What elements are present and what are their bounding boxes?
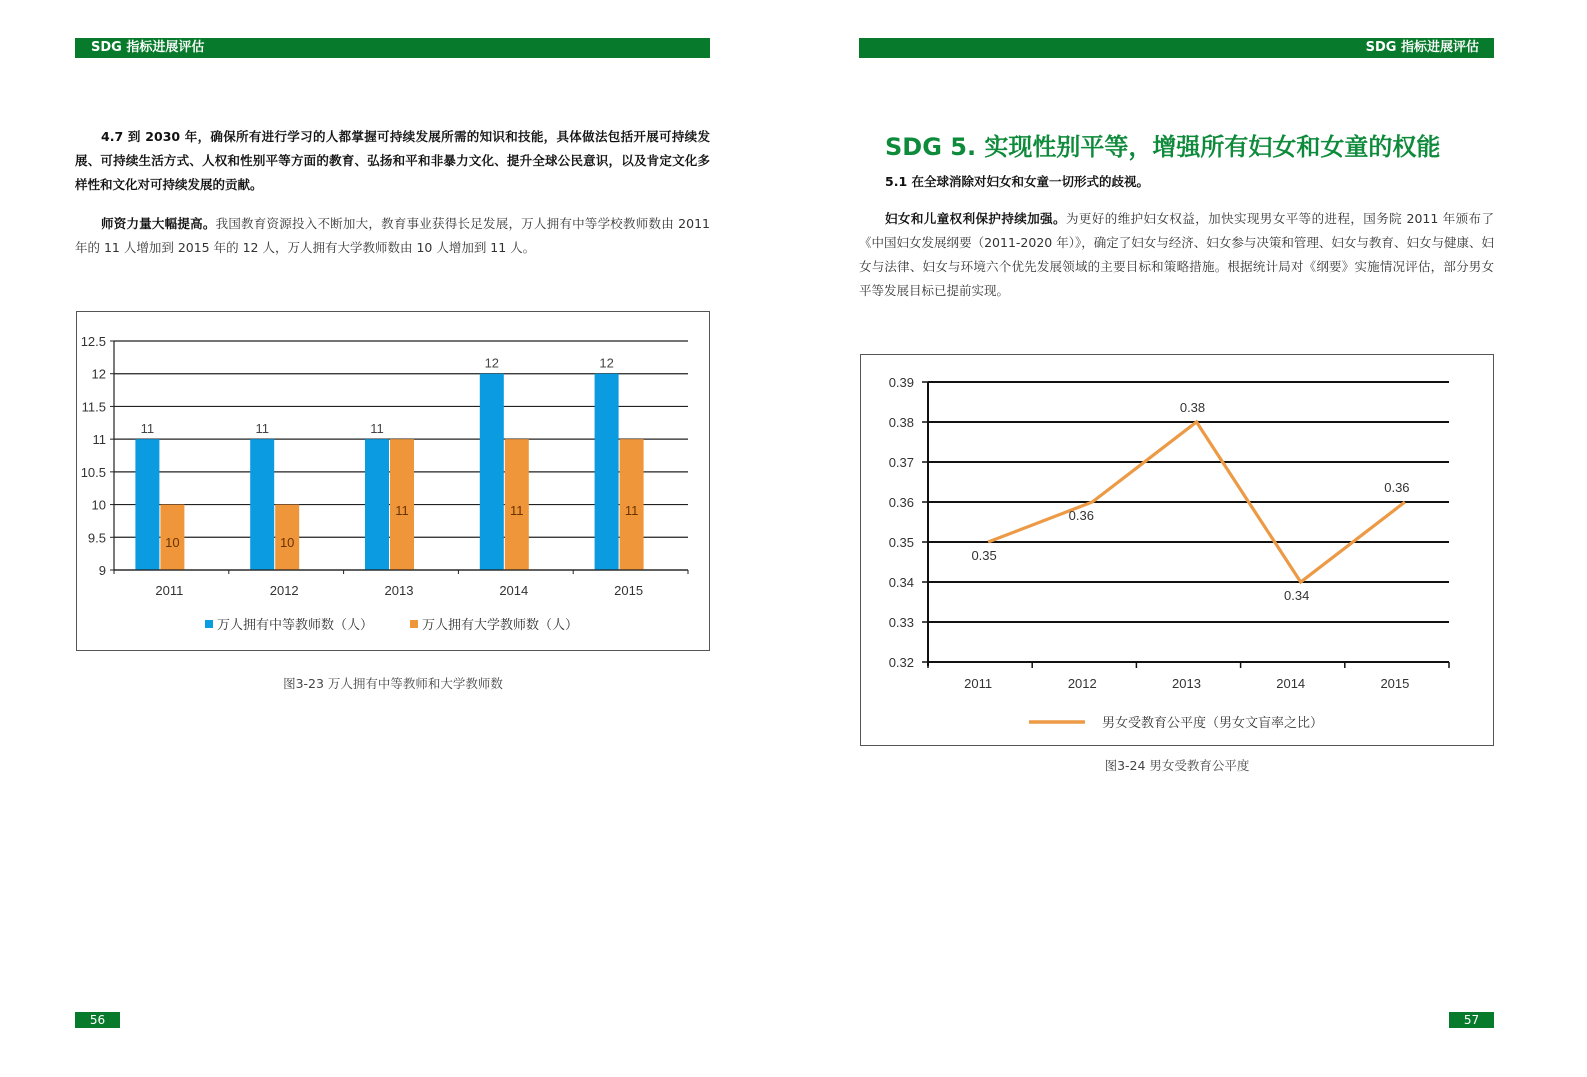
- bar-value-label: 12: [599, 355, 614, 371]
- y-tick-label: 12.5: [80, 334, 106, 349]
- running-header-text: SDG 指标进展评估: [91, 40, 205, 55]
- page-number: 56: [75, 1012, 120, 1028]
- data-point-label: 0.35: [971, 548, 997, 563]
- data-point-label: 0.36: [1384, 480, 1410, 495]
- legend-label-university: 万人拥有大学教师数（人）: [422, 617, 579, 632]
- y-tick-label: 10.5: [80, 464, 106, 480]
- bar-secondary-teachers: [250, 439, 274, 570]
- legend-swatch-university: [410, 620, 418, 628]
- data-point-label: 0.34: [1284, 588, 1310, 603]
- bar-value-label: 12: [484, 355, 500, 371]
- data-point-label: 0.38: [1179, 400, 1206, 415]
- paragraph-body: 为更好的维护妇女权益，加快实现男女平等的进程，国务院 2011 年颁布了《中国妇女发展纲要（2011-2020 年）》，确定了妇女与经济、妇女参与决策和管理、妇女与教育、妇女与健康、妇女与法律、妇女与环境六个优先发展领域的主要目标和策略措施。根据统计局对《纲要》实施情况评估，部分男女平等发展目标已提前实现。: [859, 211, 1494, 298]
- section-title-sdg5: SDG 5. 实现性别平等，增强所有妇女和女童的权能: [885, 133, 1441, 161]
- bar-secondary-teachers: [135, 439, 159, 570]
- target-4-7-text: 4.7 到 2030 年，确保所有进行学习的人都掌握可持续发展所需的知识和技能，具体做法包括开展可持续发展、可持续生活方式、人权和性别平等方面的教育、弘扬和平和非暴力文化、提升全球公民意识，以及肯定文化多样性和文化对可持续发展的贡献。: [75, 129, 710, 192]
- y-tick-label: 11.5: [81, 399, 106, 415]
- x-tick-label: 2013: [384, 583, 414, 598]
- bar-secondary-teachers: [595, 374, 619, 570]
- target-5-1-text: 5.1 在全球消除对妇女和女童一切形式的歧视。: [885, 174, 1149, 189]
- figure-caption-3-24: 图3-24 男女受教育公平度: [1104, 758, 1250, 773]
- bar-value-label: 11: [370, 421, 384, 437]
- y-tick-label: 9: [98, 563, 106, 578]
- y-tick-label: 11: [92, 432, 106, 448]
- line-chart-svg: [861, 355, 1493, 745]
- bar-value-label: 11: [510, 503, 524, 518]
- figure-caption-3-23: 图3-23 万人拥有中等教师和大学教师数: [283, 676, 503, 691]
- page-number: 57: [1449, 1012, 1494, 1028]
- x-tick-label: 2011: [155, 583, 184, 598]
- women-rights-paragraph: [859, 207, 1494, 303]
- bar-value-label: 11: [624, 503, 639, 518]
- y-tick-label: 0.35: [888, 535, 914, 550]
- bar-chart-teachers: [76, 311, 710, 651]
- bar-secondary-teachers: [480, 374, 504, 570]
- x-tick-label: 2014: [1276, 676, 1306, 691]
- x-tick-label: 2015: [1380, 676, 1410, 691]
- y-tick-label: 0.36: [888, 495, 914, 510]
- y-tick-label: 0.32: [888, 655, 914, 670]
- running-header: [75, 38, 710, 58]
- bar-value-label: 10: [279, 535, 295, 550]
- x-tick-label: 2012: [269, 583, 299, 598]
- bar-chart-svg: [77, 312, 709, 650]
- y-tick-label: 0.39: [888, 375, 914, 390]
- x-tick-label: 2013: [1172, 676, 1201, 691]
- y-tick-label: 9.5: [87, 530, 106, 546]
- bar-value-label: 11: [395, 503, 409, 518]
- running-header: [859, 38, 1494, 58]
- legend-swatch-secondary: [205, 620, 213, 628]
- x-tick-label: 2011: [964, 676, 993, 691]
- paragraph-lead: 师资力量大幅提高。: [101, 216, 216, 231]
- y-tick-label: 0.37: [888, 455, 914, 470]
- legend-label-secondary: 万人拥有中等教师数（人）: [217, 617, 374, 632]
- bar-secondary-teachers: [365, 439, 389, 570]
- left-page: [0, 0, 790, 1077]
- legend-label: 男女受教育公平度（男女文盲率之比）: [1102, 715, 1324, 730]
- data-point-label: 0.36: [1068, 508, 1094, 523]
- y-tick-label: 12: [91, 366, 106, 382]
- teacher-paragraph: [75, 212, 710, 260]
- x-tick-label: 2012: [1067, 676, 1097, 691]
- x-tick-label: 2014: [499, 583, 529, 598]
- y-tick-label: 0.38: [888, 415, 914, 430]
- bar-value-label: 10: [165, 535, 180, 550]
- paragraph-lead: 妇女和儿童权利保护持续加强。: [885, 211, 1066, 226]
- y-tick-label: 10: [91, 497, 106, 513]
- paragraph-body: 我国教育资源投入不断加大，教育事业获得长足发展，万人拥有中等学校教师数由 2011 年的 11 人增加到 2015 年的 12 人，万人拥有大学教师数由 10 人增加到 11 人。: [75, 216, 710, 255]
- y-tick-label: 0.33: [888, 615, 914, 630]
- bar-value-label: 11: [140, 421, 155, 437]
- running-header-text: SDG 指标进展评估: [1365, 40, 1479, 55]
- line-chart-education-equity: [860, 354, 1494, 746]
- right-page: [790, 0, 1587, 1077]
- x-tick-label: 2015: [614, 583, 644, 598]
- y-tick-label: 0.34: [888, 575, 914, 590]
- bar-value-label: 11: [255, 421, 269, 437]
